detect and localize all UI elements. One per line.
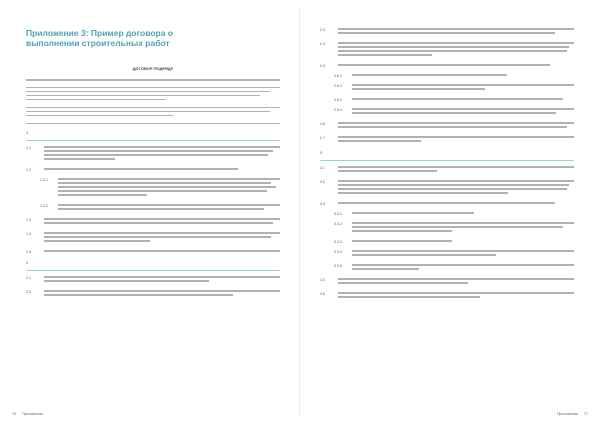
- paragraph-number: 2.1: [26, 276, 31, 280]
- paragraph-2-2: [26, 290, 280, 298]
- paragraph-number: 1.2: [26, 168, 31, 172]
- paragraph-3-3-4: [334, 250, 574, 258]
- paragraph-2-3: [320, 28, 574, 36]
- contract-heading: ДОГОВОР ПОДРЯДУ: [132, 66, 174, 71]
- paragraph-number: 3.3: [320, 202, 325, 206]
- paragraph-number: 2.6: [320, 122, 325, 126]
- paragraph-number: 2.5.1: [334, 74, 342, 78]
- paragraph-3-2: [320, 180, 574, 196]
- paragraph-number: 3.5: [320, 292, 325, 296]
- right-page: [300, 0, 600, 424]
- left-footer: [12, 412, 43, 416]
- paragraph-number: 2.3: [320, 28, 325, 32]
- paragraph-number: 3.3.2: [334, 222, 342, 226]
- section-1-number: 1: [26, 130, 29, 135]
- paragraph-number: 1.2.1: [40, 178, 48, 182]
- paragraph-number: 1.4: [26, 232, 31, 236]
- footer-label: Приложения: [556, 412, 578, 416]
- section-rule: [320, 160, 574, 161]
- paragraph-number: 2.5.4: [334, 108, 342, 112]
- paragraph-number: 2.5: [320, 64, 325, 68]
- footer-label: Приложения: [22, 412, 44, 416]
- paragraph-number: 1.5: [26, 250, 31, 254]
- paragraph-number: 3.2: [320, 180, 325, 184]
- section-3-number: 3: [320, 150, 323, 155]
- section-3-heading: [320, 150, 574, 155]
- section-rule: [26, 270, 280, 271]
- right-footer: [557, 412, 588, 416]
- intro-lines: [26, 79, 280, 124]
- section-rule: [26, 140, 280, 141]
- page-number: 77: [584, 412, 588, 416]
- paragraph-3-1: [320, 166, 574, 174]
- paragraph-2-7: [320, 136, 574, 144]
- paragraph-number: 1.1: [26, 146, 31, 150]
- paragraph-3-3: [320, 202, 574, 206]
- document-title: Приложение 3: Пример договора о выполнении строительных работ: [26, 28, 173, 48]
- paragraph-3-4: [320, 278, 574, 286]
- paragraph-number: 2.7: [320, 136, 325, 140]
- paragraph-number: 3.4: [320, 278, 325, 282]
- paragraph-number: 3.3.1: [334, 212, 342, 216]
- paragraph-number: 2.2: [26, 290, 31, 294]
- paragraph-number: 2.5.2: [334, 84, 342, 88]
- section-2-heading: [26, 260, 280, 265]
- paragraph-3-3-2: [334, 222, 574, 234]
- paragraph-1-5: [26, 250, 280, 254]
- paragraph-1-2: [26, 168, 280, 172]
- paragraph-2-1: [26, 276, 280, 284]
- section-1-heading: [26, 130, 280, 135]
- paragraph-3-3-3: [334, 240, 574, 244]
- paragraph-number: 2.5.3: [334, 98, 342, 102]
- paragraph-1-2-2: [40, 204, 280, 212]
- paragraph-number: 2.4: [320, 42, 325, 46]
- page-number: 76: [12, 412, 16, 416]
- paragraph-2-5: [320, 64, 574, 68]
- paragraph-number: 3.3.4: [334, 250, 342, 254]
- paragraph-2-5-2: [334, 84, 574, 92]
- paragraph-1-2-1: [40, 178, 280, 198]
- paragraph-number: 3.3.5: [334, 264, 342, 268]
- paragraph-number: 1.2.2: [40, 204, 48, 208]
- paragraph-number: 3.1: [320, 166, 325, 170]
- paragraph-1-1: [26, 146, 280, 162]
- paragraph-3-3-5: [334, 264, 574, 272]
- paragraph-2-5-1: [334, 74, 574, 78]
- paragraph-2-5-4: [334, 108, 574, 116]
- paragraph-2-6: [320, 122, 574, 130]
- paragraph-2-4: [320, 42, 574, 58]
- paragraph-1-4: [26, 232, 280, 244]
- paragraph-3-3-1: [334, 212, 574, 216]
- paragraph-1-3: [26, 218, 280, 226]
- paragraph-number: 3.3.3: [334, 240, 342, 244]
- section-2-number: 2: [26, 260, 29, 265]
- paragraph-number: 1.3: [26, 218, 31, 222]
- paragraph-2-5-3: [334, 98, 574, 102]
- paragraph-3-5: [320, 292, 574, 300]
